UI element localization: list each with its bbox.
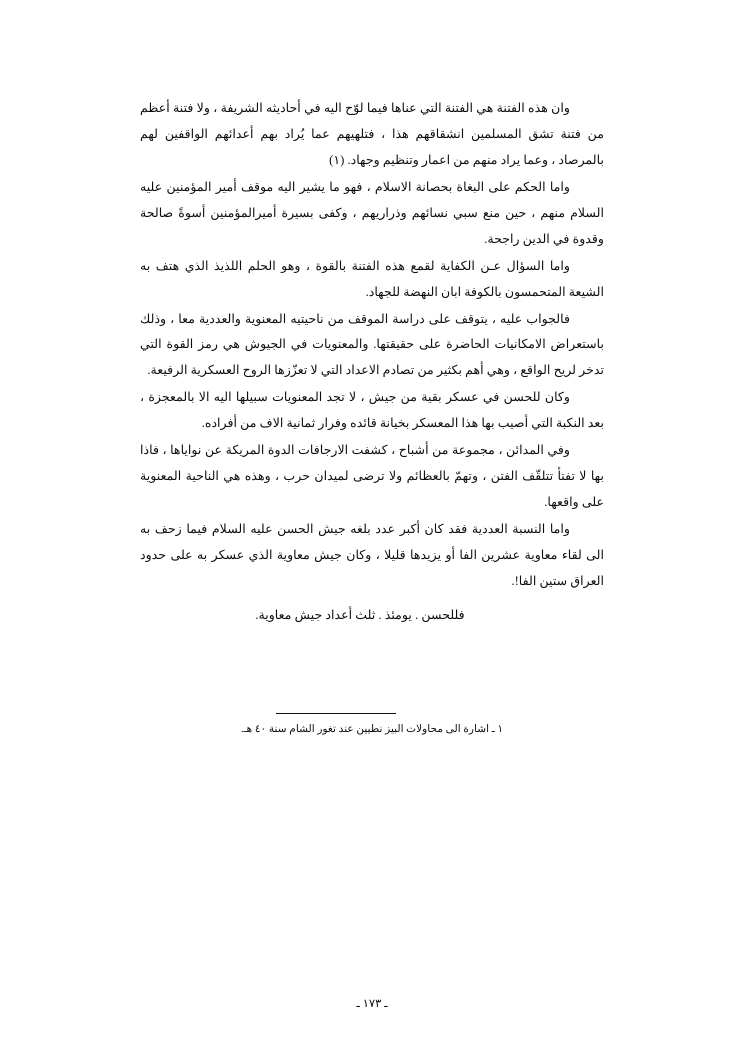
paragraph: واما الحكم على البغاة بحصانة الاسلام ، فهو ما يشير اليه موقف أمير المؤمنين عليه السلام منهم ، حين منع سبي نسائهم وذراريهم ، وكفى بسيرة أميرالمؤمنين أسوةً صالحة وقدوة في الدين راجحة. — [140, 179, 604, 246]
paragraph: وان هذه الفتنة هي الفتنة التي عناها فيما لوّح اليه في أحاديثه الشريفة ، ولا فتنة أعظم من فتنة تشق المسلمين انشقاقهم هذا ، فتلهيهم عما يُراد بهم أعدائهم الواقفين لهم بالمرصاد ، وعما يراد منهم من اعمار وتنظيم وجهاد. (١) — [140, 101, 604, 167]
paragraph: وكان للحسن في عسكر بقية من جيش ، لا تجد المعنويات سبيلها اليه الا بالمعجزة ، بعد النكبة التي أصيب بها هذا المعسكر بخيانة قائده وفرار ثمانية الاف من أفراده. — [140, 390, 604, 431]
page-body — [140, 96, 604, 629]
footnote-text: ١ ـ اشارة الى محاولات البيز نطيين عند تغور الشام سنة ٤٠ هـ. — [240, 724, 504, 735]
paragraph: واما السؤال عـن الكفاية لقمع هذه الفتنة بالقوة ، وهو الحلم اللذيذ الذي هتف به الشيعة المتحمسون بالكوفة ابان النهضة للجهاد. — [140, 258, 604, 299]
page-number: ـ ١٧٣ ـ — [356, 998, 388, 1010]
footnote-separator — [276, 713, 396, 714]
paragraph: وفي المدائن ، مجموعة من أشباح ، كشفت الارجافات الدوة المريكة عن نواياها ، فاذا بها لا تفتأ تتلقّف الفتن ، وتهمّ بالعظائم ولا ترضى لميدان حرب ، وهذه هي الناحية المعنوية على واقعها. — [140, 443, 604, 510]
paragraph: واما النسبة العددية فقد كان أكبر عدد بلغه جيش الحسن عليه السلام فيما زحف به الى لقاء معاوية عشرين الفا أو يزيدها قليلا ، وكان جيش معاوية الذي عسكر به على حدود العراق ستين الفا!. — [140, 522, 604, 588]
paragraph: فالجواب عليه ، يتوقف على دراسة الموقف من ناحيتيه المعنوية والعددية معا ، وذلك باستعراض الامكانيات الحاضرة على حقيقتها. والمعنويات في الجيوش هي رمز القوة التي تدخر لريح الواقع ، وهي أهم بكثير من تصادم الاعداد التي لا تعزّزها الروح العسكرية الرفيعة. — [140, 311, 604, 378]
closing-line: فللحسن . يومئذ . ثلث أعداد جيش معاوية. — [255, 607, 465, 622]
